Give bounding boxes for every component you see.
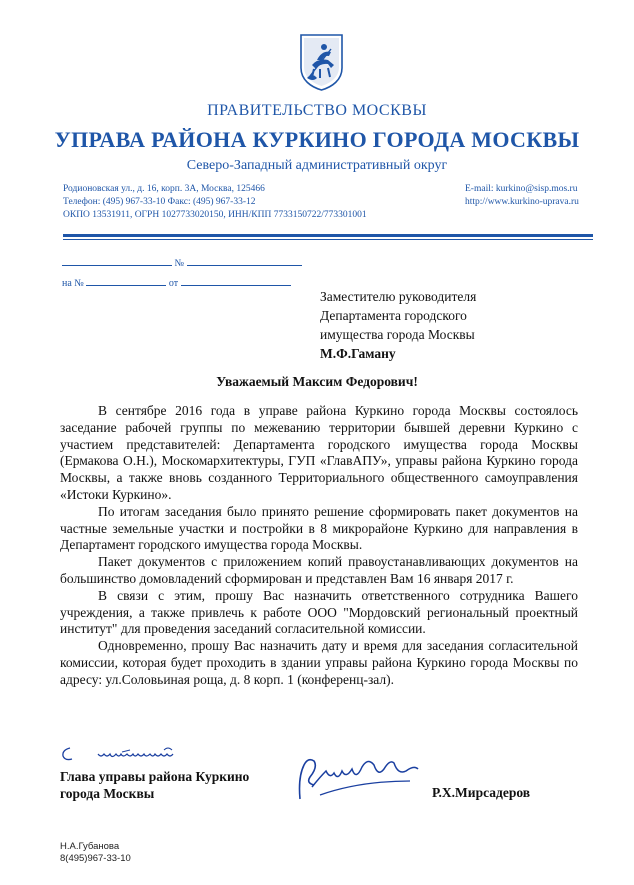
- signer-title: [60, 768, 249, 802]
- addressee-name: М.Ф.Гаману: [320, 346, 396, 361]
- addressee-line: имущества города Москвы: [320, 327, 475, 342]
- contact-details: [63, 183, 367, 222]
- letter-body: [60, 403, 578, 689]
- email-line: E-mail: kurkino@sisp.mos.ru: [465, 184, 578, 194]
- body-paragraph: Одновременно, прошу Вас назначить дату и время для заседания согласительной комиссии, которая будет проходить в здании управы района Куркино города Москвы по адресу: ул.Соловьиная роща, д. 8 корп. 1 (конференц-зал).: [60, 638, 578, 687]
- body-paragraph: Пакет документов с приложением копий правоустанавливающих документов на большинство домовладений сформирован и представлен Вам 16 января 2017 г.: [60, 554, 578, 586]
- registry-codes: ОКПО 13531911, ОГРН 1027733020150, ИНН/КПП 7733150722/773301001: [63, 210, 367, 220]
- handwritten-regards: [60, 742, 235, 764]
- addressee-block: [320, 287, 476, 363]
- address-line: Родионовская ул., д. 16, корп. 3А, Москва, 125466: [63, 184, 265, 194]
- website-line: http://www.kurkino-uprava.ru: [465, 197, 579, 207]
- executor-info: [60, 841, 131, 865]
- header-divider-thin: [63, 239, 593, 240]
- signer-name: Р.Х.Мирсадеров: [432, 785, 531, 800]
- incoming-number-label: на №: [62, 278, 84, 289]
- body-paragraph: В сентябре 2016 года в управе района Куркино города Москвы состоялось заседание рабочей группы по межеванию территории бывшей деревни Куркино с участием представителей: Департамента городского имущества города Москвы (Ермакова О.Н.), Москомархитектуры, ГУП «ГлавАПУ», управы района Куркино города Москвы, а также вновь созданного Территориального общественного самоуправления «Истоки Куркино».: [60, 403, 578, 502]
- outgoing-number-line: [62, 256, 302, 269]
- government-title: ПРАВИТЕЛЬСТВО МОСКВЫ: [207, 102, 427, 119]
- executor-phone: 8(495)967-33-10: [60, 853, 131, 864]
- number-symbol: №: [174, 258, 185, 269]
- executor-name: Н.А.Губанова: [60, 841, 120, 852]
- online-contacts: [465, 183, 579, 209]
- body-paragraph: По итогам заседания было принято решение сформировать пакет документов на частные земельные участки и постройки в 8 микрорайоне Куркино для направления в Департамент городского имущества города Москвы.: [60, 503, 578, 553]
- incoming-number-line: [62, 276, 291, 289]
- salutation: Уважаемый Максим Федорович!: [216, 374, 418, 389]
- handwritten-signature: [290, 747, 430, 809]
- moscow-coat-of-arms-icon: [298, 32, 345, 92]
- district-name: Северо-Западный административный округ: [186, 158, 448, 173]
- phone-fax-line: Телефон: (495) 967-33-10 Факс: (495) 967-33-12: [63, 197, 256, 207]
- organization-name: УПРАВА РАЙОНА КУРКИНО ГОРОДА МОСКВЫ: [54, 127, 580, 152]
- body-paragraph: В связи с этим, прошу Вас назначить ответственного сотрудника Вашего учреждения, а также привлечь к работе ООО "Мордовский региональный проектный институт" для проведения заседаний согласительной комиссии.: [60, 587, 578, 637]
- signer-title-line: города Москвы: [60, 786, 155, 801]
- addressee-line: Департамента городского: [320, 308, 467, 323]
- date-from-label: от: [168, 278, 179, 289]
- signer-title-line: Глава управы района Куркино: [60, 769, 250, 784]
- addressee-line: Заместителю руководителя: [320, 289, 477, 304]
- header-divider-thick: [63, 234, 593, 237]
